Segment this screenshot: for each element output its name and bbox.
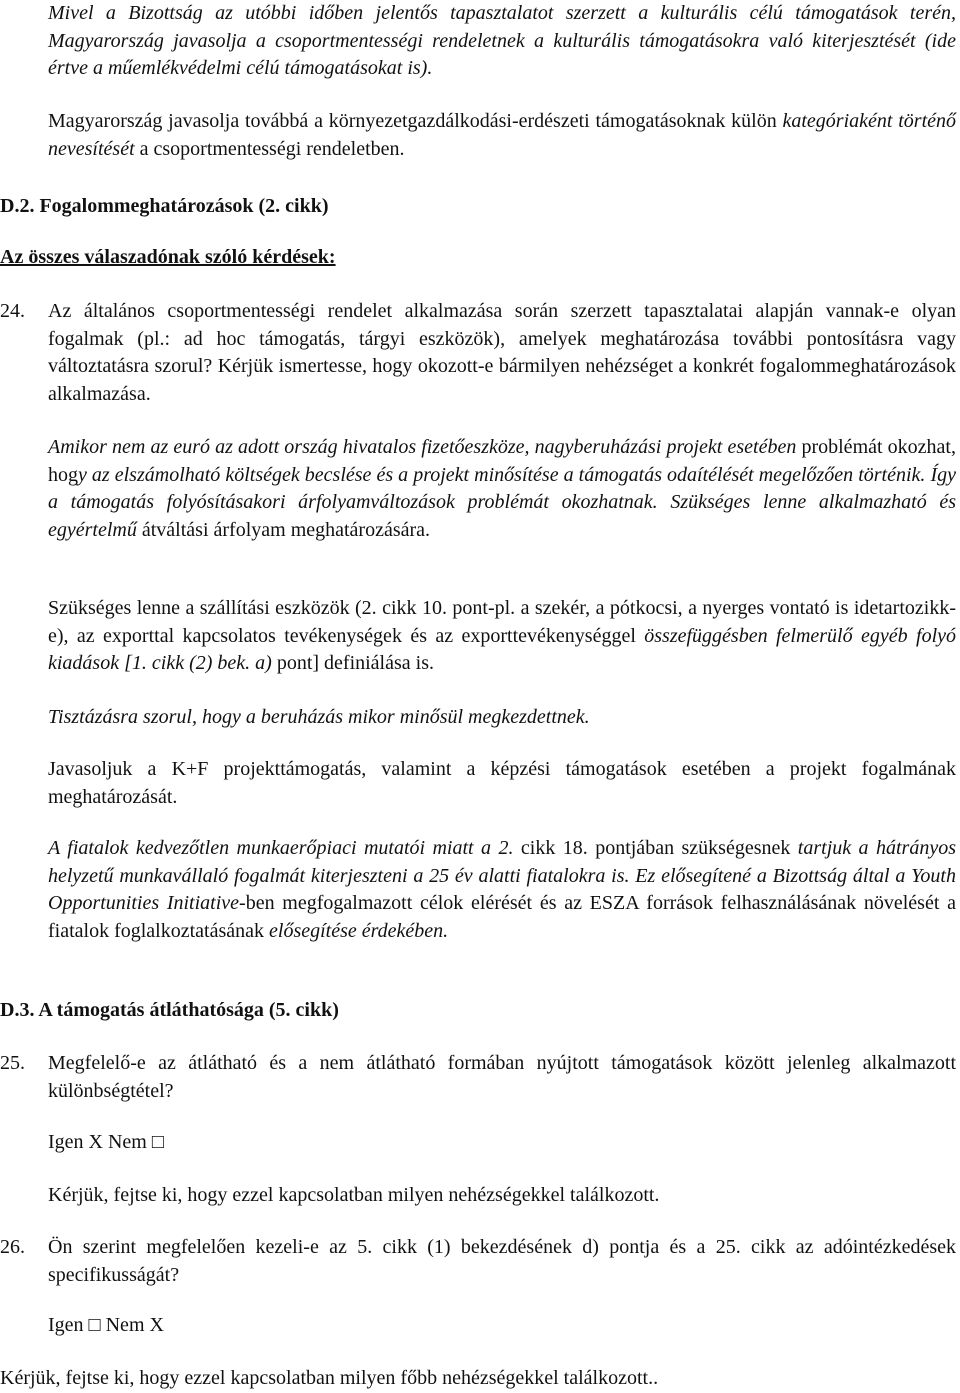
question-26-text: Ön szerint megfelelően kezeli-e az 5. cikk (1) bekezdésének d) pontja és a 25. cikk az adóintézkedések specifikusságát? [48,1236,956,1286]
paragraph-cultural-aid [48,0,956,83]
paragraph-exchange-rate [48,434,956,544]
forestry-text-2: a csoportmentességi rendeletben. [134,137,405,160]
rnd-text: Javasoljuk a K+F projekttámogatás, valamint a képzési támogatások esetében a projekt fogalmának meghatározását. [48,758,956,808]
question-24-text: Az általános csoportmentességi rendelet alkalmazása során szerzett tapasztalatai alapján vannak-e olyan fogalmak (pl.: ad hoc támogatás, tárgyi eszközök), amelyek meghatározása további pontosításra vagy változtatásra szorul? Kérjük ismertesse, hogy okozott-e bármilyen nehézséget a konkrét fogalommeghatározások alkalmazása. [48,300,956,405]
youth-italic-2: tartjuk a hátrányos helyzetű munkavállaló fogalmát kiterjeszteni a 25 év alatti fiatalokra is. Ez elősegítené a Bizottság által a Youth Opportunities Initiative [48,837,956,914]
paragraph-investment-start [48,704,956,732]
transport-text-1: Szükséges lenne a szállítási eszközök (2. cikk 10. pont-pl. a szekér, a pótkocsi, a nyerges vontató is idetartozikk-e), az exporttal kapcsolatos tevékenységek és az exporttevékenységgel [48,597,956,647]
forestry-text-1: Magyarország javasolja továbbá a környezetgazdálkodási-erdészeti támogatásoknak külön [48,110,783,132]
exchange-rate-text-2: átváltási árfolyam meghatározására. [136,518,431,541]
question-25-followup: Kérjük, fejtse ki, hogy ezzel kapcsolatban milyen nehézségekkel találkozott. [48,1184,660,1206]
youth-text-1: cikk 18. pontjában szükségesnek [513,837,798,859]
youth-italic-1: A fiatalok kedvezőtlen munkaerőpiaci mutatói miatt a 2. [48,837,514,859]
paragraph-youth [48,835,956,945]
paragraph-forestry-aid [48,108,956,163]
transport-text-2: pont] definiálása is. [271,652,434,674]
exchange-rate-text-1: problémát okozhat, hog [48,436,956,486]
youth-italic-3: elősegítése érdekében. [269,919,449,942]
exchange-rate-italic-1: Amikor nem az euró az adott ország hivatalos fizetőeszköze, nagyberuházási projekt esetében [48,436,797,458]
section-heading-d2: D.2. Fogalommeghatározások (2. cikk) [0,195,329,217]
question-25-number: 25. [0,1052,25,1074]
cultural-aid-text: Mivel a Bizottság az utóbbi időben jelentős tapasztalatot szerzett a kulturális célú támogatások terén, Magyarország javasolja a csoportmentességi rendeletnek a kulturális támogatásokra való kiterjesztését (ide értve a műemlékvédelmi célú támogatásokat is). [48,2,956,79]
section-heading-d3: D.3. A támogatás átláthatósága (5. cikk) [0,999,339,1021]
closing-request: Kérjük, fejtse ki, hogy ezzel kapcsolatban milyen főbb nehézségekkel találkozott.. [0,1367,659,1389]
exchange-rate-italic-2: y az elszámolható költségek becslése és a projekt minősítése a támogatás odaítélését megelőzően történik. Így a támogatás folyósításakori árfolyamváltozások problémát okozhatnak. Szükséges lenne alkalmazható és egyértelmű [48,463,956,541]
paragraph-transport [48,595,956,678]
all-respondents-heading: Az összes válaszadónak szóló kérdések: [0,246,336,268]
paragraph-rnd [48,756,956,811]
question-25-answer[interactable]: Igen X Nem □ [48,1131,164,1153]
question-26-answer[interactable]: Igen □ Nem X [48,1314,164,1336]
question-25-text: Megfelelő-e az átlátható és a nem átlátható formában nyújtott támogatások között jelenleg alkalmazott különbségtétel? [48,1052,956,1102]
investment-start-text: Tisztázásra szorul, hogy a beruházás mikor minősül megkezdettnek. [48,706,590,728]
question-24-number: 24. [0,300,25,322]
forestry-text-italic: kategóriaként történő nevesítését [48,110,956,160]
youth-text-2: -ben megfogalmazott célok elérését és az ESZA források felhasználásának növelését a fiatalok foglalkoztatásának [48,892,957,942]
transport-italic: összefüggésben felmerülő egyéb folyó kiadások [1. cikk (2) bek. a) [48,624,957,674]
question-26-number: 26. [0,1236,25,1258]
